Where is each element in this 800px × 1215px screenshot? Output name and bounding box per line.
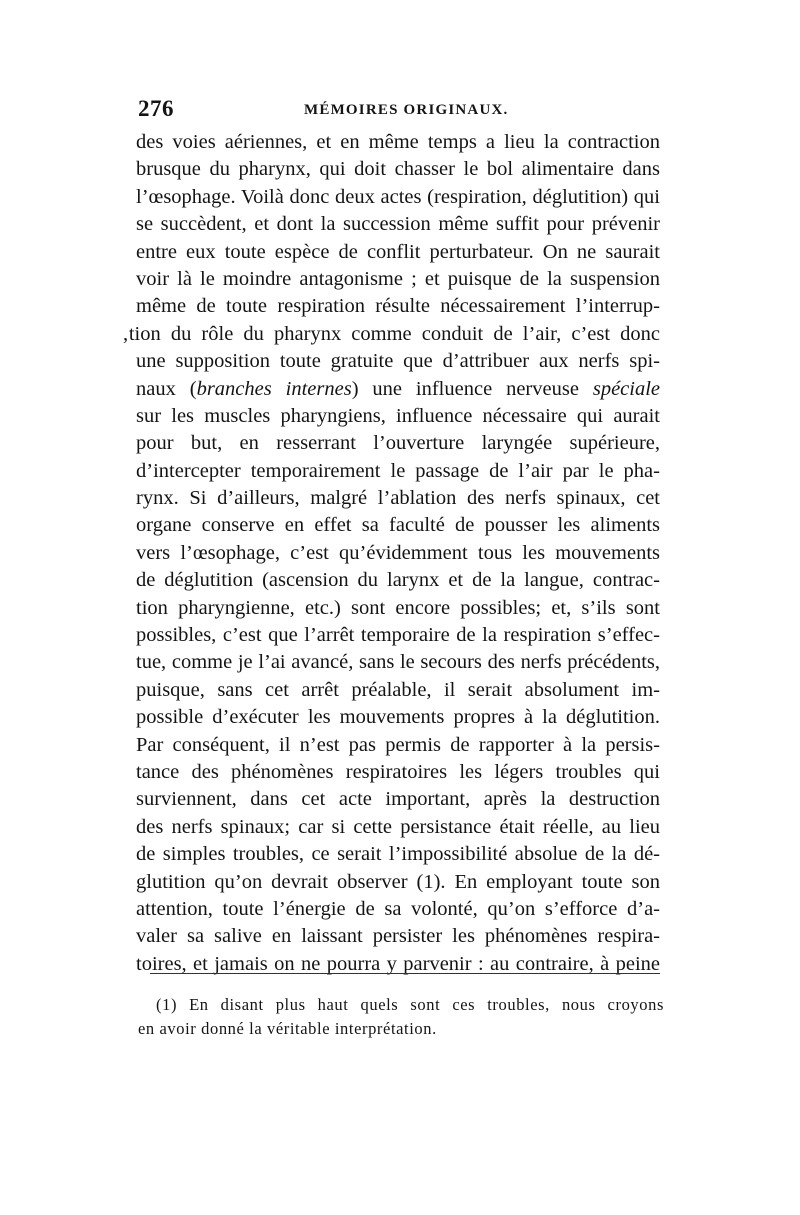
body-line: glutition qu’on devrait observer (1). En employant toute son (136, 870, 660, 893)
italic-phrase: branches internes (196, 377, 352, 400)
footnote-line: en avoir donné la véritable interprétation. (138, 1019, 437, 1038)
footnote-line: (1) En disant plus haut quels sont ces troubles, nous croyons (156, 995, 664, 1014)
body-line: possibles, c’est que l’arrêt temporaire de la respiration s’effec- (136, 624, 660, 647)
italic-word: spéciale (592, 377, 661, 400)
body-line: l’œsophage. Voilà donc deux actes (respiration, déglutition) qui (136, 185, 660, 208)
body-line: puisque, sans cet arrêt préalable, il serait absolument im- (136, 678, 660, 701)
body-text-segment: ) une influence nerveuse (351, 377, 579, 400)
body-line: surviennent, dans cet acte important, après la destruction (136, 788, 660, 811)
body-line: tion pharyngienne, etc.) sont encore possibles; et, s’ils sont (136, 596, 660, 619)
body-line: tue, comme je l’ai avancé, sans le secours des nerfs précédents, (136, 651, 660, 674)
body-line: toires, et jamais on ne pourra y parvenir : au contraire, à peine (136, 952, 660, 975)
body-line: voir là le moindre antagonisme ; et puisque de la suspension (136, 267, 660, 290)
running-head: MÉMOIRES ORIGINAUX. (304, 102, 509, 118)
body-line: organe conserve en effet sa faculté de pousser les aliments (136, 514, 660, 537)
body-text-segment: naux ( (136, 377, 197, 400)
body-line: de déglutition (ascension du larynx et de la langue, contrac- (136, 569, 660, 592)
body-line: rynx. Si d’ailleurs, malgré l’ablation des nerfs spinaux, cet (136, 487, 660, 510)
body-line-with-italics (136, 376, 660, 403)
footnote-divider (150, 973, 660, 974)
body-line: ‚tion du rôle du pharynx comme conduit de l’air, c’est donc (122, 322, 660, 345)
body-line: des nerfs spinaux; car si cette persistance était réelle, au lieu (136, 815, 660, 838)
body-line: une supposition toute gratuite que d’attribuer aux nerfs spi- (136, 350, 660, 373)
body-line: attention, toute l’énergie de sa volonté, qu’on s’efforce d’a- (136, 897, 660, 920)
body-line: pour but, en resserrant l’ouverture laryngée supérieure, (136, 432, 660, 455)
body-line: d’intercepter temporairement le passage de l’air par le pha- (136, 459, 660, 482)
body-text (122, 129, 661, 978)
body-line: tance des phénomènes respiratoires les légers troubles qui (136, 760, 660, 783)
body-line: se succèdent, et dont la succession même suffit pour prévenir (136, 213, 660, 236)
body-line: sur les muscles pharyngiens, influence nécessaire qui aurait (136, 404, 660, 427)
body-line: valer sa salive en laissant persister les phénomènes respira- (136, 925, 660, 948)
body-line: de simples troubles, ce serait l’impossibilité absolue de la dé- (136, 843, 660, 866)
body-line: Par conséquent, il n’est pas permis de rapporter à la persis- (136, 733, 660, 756)
body-line: même de toute respiration résulte nécessairement l’interrup- (136, 295, 660, 318)
page-number: 276 (138, 96, 174, 121)
body-line: entre eux toute espèce de conflit perturbateur. On ne saurait (136, 240, 660, 263)
body-line: vers l’œsophage, c’est qu’évidemment tous les mouvements (136, 541, 660, 564)
footnote (138, 993, 664, 1041)
body-line: brusque du pharynx, qui doit chasser le bol alimentaire dans (136, 158, 660, 181)
page-header (138, 96, 658, 126)
body-line: des voies aériennes, et en même temps a lieu la contraction (136, 131, 660, 153)
body-line: possible d’exécuter les mouvements propres à la déglutition. (136, 706, 660, 729)
